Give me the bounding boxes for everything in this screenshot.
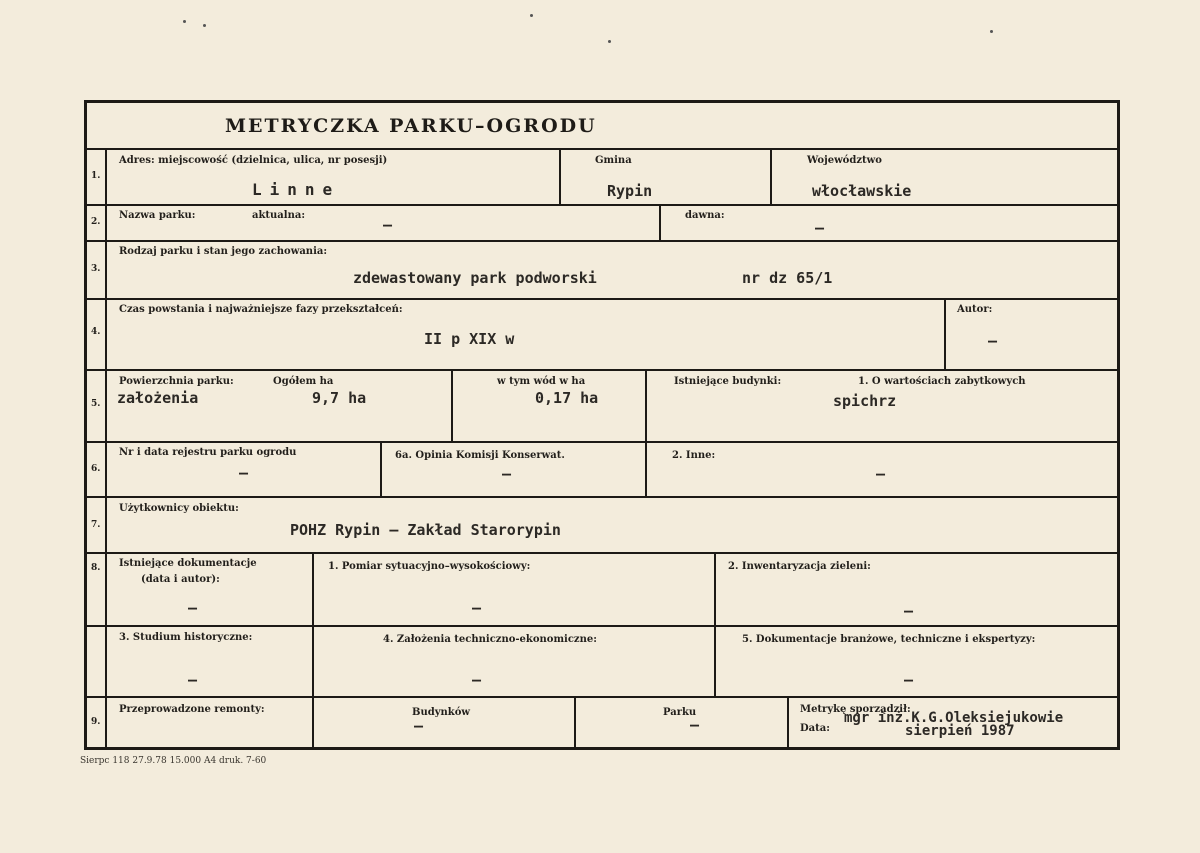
survey-value: – <box>472 599 482 617</box>
tech-econ-value: – <box>472 671 482 689</box>
address-label: Adres: miejscowość (dzielnica, ulica, nr posesji) <box>119 155 388 166</box>
branch-docs-value: – <box>904 671 914 689</box>
buildings-label: Istniejące budynki: <box>674 376 782 387</box>
gmina-value: Rypin <box>607 182 653 200</box>
tech-econ-label: 4. Założenia techniczno-ekonomiczne: <box>383 634 597 645</box>
plot-number-value: nr dz 65/1 <box>742 269 833 287</box>
divider <box>787 696 789 747</box>
history-study-value: – <box>188 671 198 689</box>
divider <box>87 552 1117 554</box>
wojewodztwo-value: włocławskie <box>812 182 912 200</box>
prepared-by-value: mgr inż.K.G.Oleksiejukowie <box>844 710 1064 726</box>
divider <box>87 496 1117 498</box>
date-value: sierpień 1987 <box>905 723 1015 739</box>
documentation-sublabel: (data i autor): <box>141 574 220 585</box>
founding-value: założenia <box>117 389 199 407</box>
register-value: – <box>239 464 249 482</box>
repairs-buildings-label: Budynków <box>412 707 471 718</box>
wojewodztwo-label: Województwo <box>807 155 882 166</box>
historic-buildings-label: 1. O wartościach zabytkowych <box>858 376 1026 387</box>
total-area-value: 9,7 ha <box>312 389 367 407</box>
number-column-line <box>105 148 107 747</box>
documentation-value: – <box>188 599 198 617</box>
author-value: – <box>988 332 998 350</box>
users-value: POHZ Rypin – Zakład Starorypin <box>290 521 561 539</box>
divider <box>645 441 647 496</box>
row-number: 1. <box>91 171 101 181</box>
row-number: 4. <box>91 327 101 337</box>
author-label: Autor: <box>957 304 993 315</box>
other-buildings-label: 2. Inne: <box>672 450 716 461</box>
repairs-park-value: – <box>690 716 700 734</box>
area-label: Powierzchnia parku: <box>119 376 234 387</box>
divider <box>312 696 314 747</box>
survey-label: 1. Pomiar sytuacyjno–wysokościowy: <box>328 561 531 572</box>
date-label: Data: <box>800 723 830 734</box>
other-buildings-value: – <box>876 465 886 483</box>
divider <box>87 441 1117 443</box>
park-name-label: Nazwa parku: <box>119 210 196 221</box>
divider <box>770 148 772 204</box>
row-number: 3. <box>91 264 101 274</box>
speck <box>608 40 611 43</box>
divider <box>714 552 716 696</box>
divider <box>451 369 453 441</box>
former-name-value: – <box>815 219 825 237</box>
divider <box>87 696 1117 698</box>
divider <box>574 696 576 747</box>
divider <box>944 298 946 369</box>
total-area-label: Ogółem ha <box>273 376 334 387</box>
current-name-label: aktualna: <box>252 210 306 221</box>
divider <box>87 298 1117 300</box>
divider <box>87 625 1117 627</box>
speck <box>990 30 993 33</box>
row-number: 8. <box>91 563 101 573</box>
branch-docs-label: 5. Dokumentacje branżowe, techniczne i ekspertyzy: <box>742 634 1036 645</box>
opinion-value: – <box>502 465 512 483</box>
register-label: Nr i data rejestru parku ogrodu <box>119 447 297 458</box>
repairs-label: Przeprowadzone remonty: <box>119 704 265 715</box>
form-title: METRYCZKA PARKU–OGRODU <box>225 115 597 137</box>
divider <box>559 148 561 204</box>
divider <box>312 552 314 696</box>
speck <box>203 24 206 27</box>
repairs-park-label: Parku <box>663 707 697 718</box>
row-number: 2. <box>91 217 101 227</box>
divider <box>380 441 382 496</box>
divider <box>659 204 661 240</box>
divider <box>645 369 647 441</box>
row-number: 6. <box>91 464 101 474</box>
row-number: 9. <box>91 717 101 727</box>
row-number: 5. <box>91 399 101 409</box>
divider <box>87 369 1117 371</box>
park-record-form <box>84 100 1120 750</box>
users-label: Użytkownicy obiektu: <box>119 503 239 514</box>
speck <box>530 14 533 17</box>
print-footer: Sierpc 118 27.9.78 15.000 A4 druk. 7-60 <box>80 756 267 766</box>
divider <box>87 240 1117 242</box>
period-value: II p XIX w <box>424 330 515 348</box>
former-name-label: dawna: <box>685 210 725 221</box>
period-label: Czas powstania i najważniejsze fazy przekształceń: <box>119 304 403 315</box>
divider <box>87 204 1117 206</box>
speck <box>183 20 186 23</box>
history-study-label: 3. Studium historyczne: <box>119 632 253 643</box>
water-area-label: w tym wód w ha <box>497 376 586 387</box>
opinion-label: 6a. Opinia Komisji Konserwat. <box>395 450 565 461</box>
greenery-label: 2. Inwentaryzacja zieleni: <box>728 561 871 572</box>
water-area-value: 0,17 ha <box>535 389 599 407</box>
prepared-by-label: Metrykę sporządził: <box>800 704 911 715</box>
repairs-buildings-value: – <box>414 717 424 735</box>
historic-buildings-value: spichrz <box>833 392 897 410</box>
divider <box>87 148 1117 150</box>
documentation-label: Istniejące dokumentacje <box>119 558 257 569</box>
park-type-value: zdewastowany park podworski <box>353 269 597 287</box>
address-value: Linne <box>252 180 341 199</box>
current-name-value: – <box>383 216 393 234</box>
gmina-label: Gmina <box>595 155 632 166</box>
park-type-label: Rodzaj parku i stan jego zachowania: <box>119 246 328 257</box>
greenery-value: – <box>904 602 914 620</box>
row-number: 7. <box>91 520 101 530</box>
